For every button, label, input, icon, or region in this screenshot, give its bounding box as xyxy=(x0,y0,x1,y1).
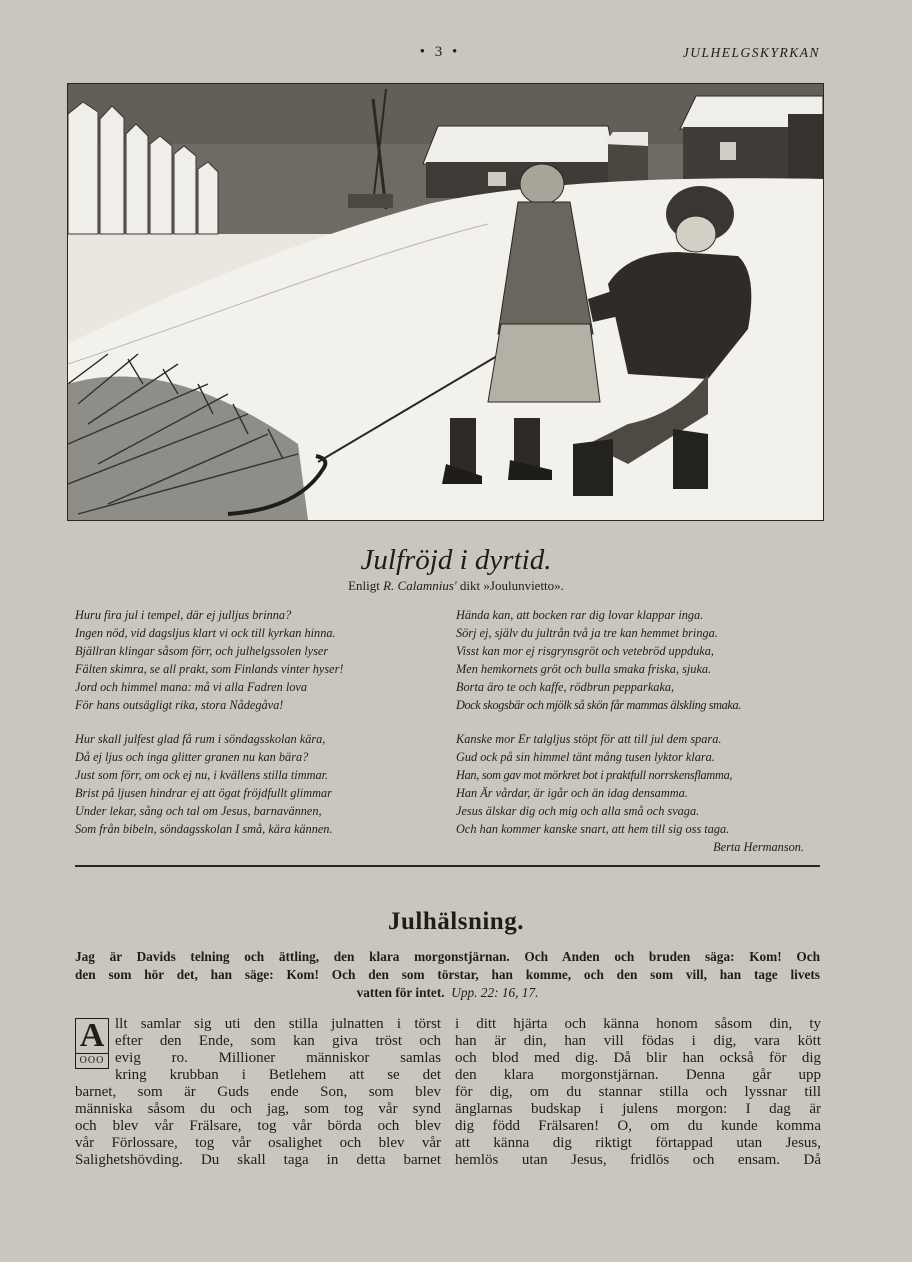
page-number: • 3 • xyxy=(419,44,461,60)
poem-line: För hans outsägligt rika, stora Nådegåva! xyxy=(75,698,284,712)
running-title: JULHELGSKYRKAN xyxy=(682,45,820,60)
poem-left-column xyxy=(75,606,445,854)
body-line: han är din, han vill födas i dig, vara kött xyxy=(455,1033,821,1049)
epigraph-last-line: vatten för intet. Upp. 22: 16, 17. xyxy=(356,985,539,1000)
poem-stanza xyxy=(456,730,828,838)
poem-line: Sörj ej, själv du jultrån två ja tre kan hemmet bringa. xyxy=(456,626,718,640)
poem-line: Brist på ljusen hindrar ej att ögat fröjdfullt glimmar xyxy=(75,786,332,800)
poem-line: Huru fira jul i tempel, där ej julljus brinna? xyxy=(75,608,292,622)
poem-line: Visst kan mor ej risgrynsgröt och vetebröd uppduka, xyxy=(456,644,714,658)
poem-line: Dock skogsbär och mjölk så skön får mammas älskling smaka. xyxy=(456,698,741,712)
body-line: och blev vår Frälsare, tog vår börda och blev xyxy=(75,1118,441,1134)
poem-line: Då ej ljus och inga glitter granen nu kan bära? xyxy=(75,750,309,764)
poem-line: Och han kommer kanske snart, att hem till sig oss taga. xyxy=(456,822,730,836)
poem-line: Som från bibeln, söndagsskolan I små, kära kännen. xyxy=(75,822,333,836)
body-line: hemlös utan Jesus, fridlös och ensam. Då xyxy=(455,1152,821,1168)
body-line: Salighetshövding. Du skall taga in detta barnet xyxy=(75,1152,441,1168)
poem-stanza xyxy=(75,730,445,838)
drop-cap-box xyxy=(75,1018,109,1069)
page-header xyxy=(0,44,912,68)
winter-illustration xyxy=(67,83,824,521)
article-right-column xyxy=(455,1016,821,1169)
poem-line: Borta äro te och kaffe, rödbrun pepparkaka, xyxy=(456,680,675,694)
poem-stanza xyxy=(456,606,828,714)
poem-line: Han, som gav mot mörkret bot i praktfull norrskensflamma, xyxy=(456,768,733,782)
poem-signature: Berta Hermanson. xyxy=(713,840,804,854)
poem-line: Just som förr, om ock ej nu, i kvällens stilla timmar. xyxy=(75,768,329,782)
drop-cap: A xyxy=(75,1018,109,1054)
body-line: att känna dig riktigt förtappad utan Jesus, xyxy=(455,1135,821,1151)
body-line: evig ro. Millioner människor samlas xyxy=(115,1050,441,1066)
body-line: kring krubban i Betlehem att se det xyxy=(115,1067,441,1083)
epigraph xyxy=(75,948,820,1002)
body-line: vår Förlossare, tog vår osalighet och blev vår xyxy=(75,1135,441,1151)
epigraph-line: den som hör det, han säge: Kom! Och den som törstar, han komme, och den som vill, han tage livets xyxy=(75,967,820,982)
poem-line: Fälten skimra, se all prakt, som Finlands vinter hyser! xyxy=(75,662,344,676)
poem-line: Jesus älskar dig och mig och alla små och svaga. xyxy=(456,804,700,818)
poem-line: Jord och himmel mana: må vi alla Fadren lova xyxy=(75,680,308,694)
poem-line: Men hemkornets gröt och bulla smaka friska, sjuka. xyxy=(456,662,712,676)
poem-line: Bjällran klingar såsom förr, och julhelgssolen lyser xyxy=(75,644,329,658)
body-line: människa såsom du och jag, som tog vår synd xyxy=(75,1101,441,1117)
poem-line: Ingen nöd, vid dagsljus klart vi ock till kyrkan hinna. xyxy=(75,626,336,640)
poem-line: Kanske mor Er talgljus stöpt för att till jul dem spara. xyxy=(456,732,722,746)
article-left-column xyxy=(75,1016,441,1169)
scripture-reference: Upp. 22: 16, 17. xyxy=(451,985,539,1000)
body-line: i ditt hjärta och känna honom såsom din, ty xyxy=(455,1016,821,1032)
poem-line: Gud ock på sin himmel tänt mång tusen lyktor klara. xyxy=(456,750,715,764)
body-line: den klara morgonstjärnan. Denna går upp xyxy=(455,1067,821,1083)
section-divider xyxy=(75,865,820,867)
poem-right-column xyxy=(456,606,828,856)
body-line: dig född Frälsaren! O, om du kunde komma xyxy=(455,1118,821,1134)
poem-line: Hur skall julfest glad få rum i söndagsskolan kära, xyxy=(75,732,326,746)
epigraph-line: Jag är Davids telning och ättling, den klara morgonstjärnan. Och Anden och bruden säga: Kom! Och xyxy=(75,949,820,964)
drop-cap-ornament: OOO xyxy=(75,1054,109,1069)
poem-line: Under lekar, sång och tal om Jesus, barnavännen, xyxy=(75,804,322,818)
body-line: llt samlar sig uti den stilla julnatten i törst xyxy=(115,1016,441,1032)
poem-line: Hända kan, att bocken rar dig lovar klappar inga. xyxy=(456,608,704,622)
body-line: och blod med dig. Då blir han också för dig xyxy=(455,1050,821,1066)
poem-credit: Enligt R. Calamnius' dikt »Joulunvietto». xyxy=(348,578,564,593)
body-line: änglarnas budskap i julens morgon: I dag är xyxy=(455,1101,821,1117)
poem-title: Julfröjd i dyrtid. xyxy=(360,544,552,576)
article-title: Julhälsning. xyxy=(388,908,524,935)
body-line: efter den Ende, som kan giva tröst och xyxy=(115,1033,441,1049)
poem-line: Han Är vårdar, är igår och än idag densamma. xyxy=(456,786,688,800)
poem-stanza xyxy=(75,606,445,714)
body-line: barnet, som är Guds ende Son, som blev xyxy=(75,1084,441,1100)
body-line: för dig, om du stannar stilla och lyssnar till xyxy=(455,1084,821,1100)
